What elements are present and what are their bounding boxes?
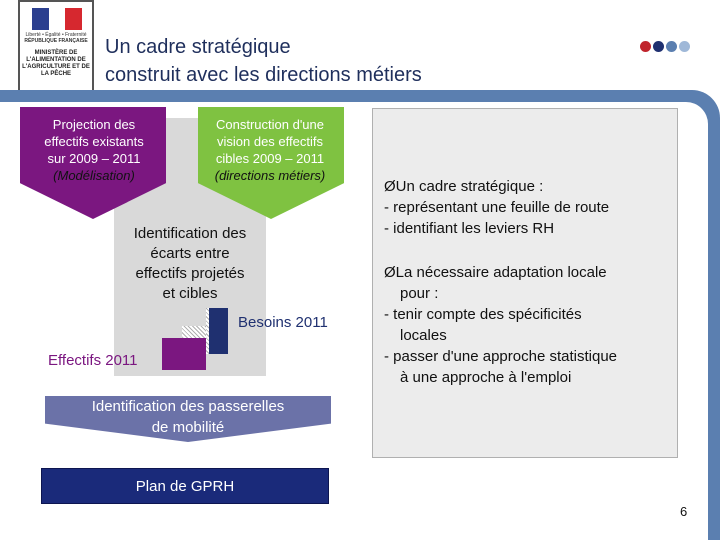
arrow-bullet-icon: Ø: [384, 178, 396, 195]
logo-ministry: MINISTÈRE DE L'ALIMENTATION DE L'AGRICULTURE ET DE LA PÊCHE: [22, 50, 90, 77]
bullet-2-text: La nécessaire adaptation locale: [395, 264, 607, 281]
page-number: 6: [680, 504, 688, 519]
logo-motto: Liberté • Égalité • Fraternité: [25, 32, 87, 38]
construction-line-3: cibles 2009 – 2011: [215, 151, 325, 166]
slide-title: [105, 33, 625, 89]
projection-text: [24, 116, 164, 184]
ministry-logo: [18, 0, 94, 92]
dot-red: [640, 41, 651, 52]
dot-blue: [666, 41, 677, 52]
right-panel-group-1: [384, 176, 674, 239]
bullet-2-line-1: - tenir compte des spécificités: [384, 306, 582, 323]
mobility-line-1: Identification des passerelles: [91, 398, 285, 415]
construction-line-2: vision des effectifs: [217, 134, 323, 149]
effectifs-label: Effectifs 2011: [48, 352, 138, 369]
construction-note: (directions métiers): [214, 168, 326, 183]
effectifs-bar: [162, 338, 206, 370]
construction-text: [200, 116, 340, 184]
mobility-text: [50, 396, 326, 438]
right-panel-group-2: [384, 262, 674, 388]
bullet-2-line-2: - passer d'une approche statistique: [384, 348, 618, 365]
ident-line-4: et cibles: [162, 285, 218, 302]
bullet-2-cont: pour :: [400, 285, 439, 302]
french-flag-icon: [32, 8, 82, 30]
besoins-label: Besoins 2011: [238, 314, 328, 331]
construction-line-1: Construction d'une: [216, 117, 324, 132]
bullet-2-line-2-cont: à une approche à l'emploi: [400, 369, 572, 386]
projection-line-3: sur 2009 – 2011: [47, 151, 141, 166]
dot-navy: [653, 41, 664, 52]
projection-line-1: Projection des: [52, 117, 136, 132]
projection-note: (Modélisation): [53, 168, 135, 183]
title-line-2: construit avec les directions métiers: [105, 64, 422, 86]
bullet-1-text: Un cadre stratégique :: [395, 178, 544, 195]
title-line-1: Un cadre stratégique: [105, 36, 291, 58]
projection-line-2: effectifs existants: [44, 134, 144, 149]
dot-light-blue: [679, 41, 690, 52]
gap-identification-text: [114, 224, 266, 304]
logo-republic: RÉPUBLIQUE FRANÇAISE: [24, 38, 88, 44]
ident-line-3: effectifs projetés: [135, 265, 245, 282]
besoins-bar: [209, 308, 228, 354]
ident-line-2: écarts entre: [150, 245, 230, 262]
bullet-1: [384, 176, 674, 197]
bullet-2-line-1-cont: locales: [400, 327, 447, 344]
ident-line-1: Identification des: [133, 225, 247, 242]
bullet-2: [384, 262, 674, 283]
bullet-1-line-1: - représentant une feuille de route: [384, 199, 610, 216]
arrow-bullet-icon: Ø: [384, 264, 396, 281]
mobility-line-2: de mobilité: [151, 419, 225, 436]
bullet-1-line-2: - identifiant les leviers RH: [384, 220, 555, 237]
decorative-dots: [640, 41, 690, 52]
plan-label: Plan de GPRH: [135, 478, 235, 495]
